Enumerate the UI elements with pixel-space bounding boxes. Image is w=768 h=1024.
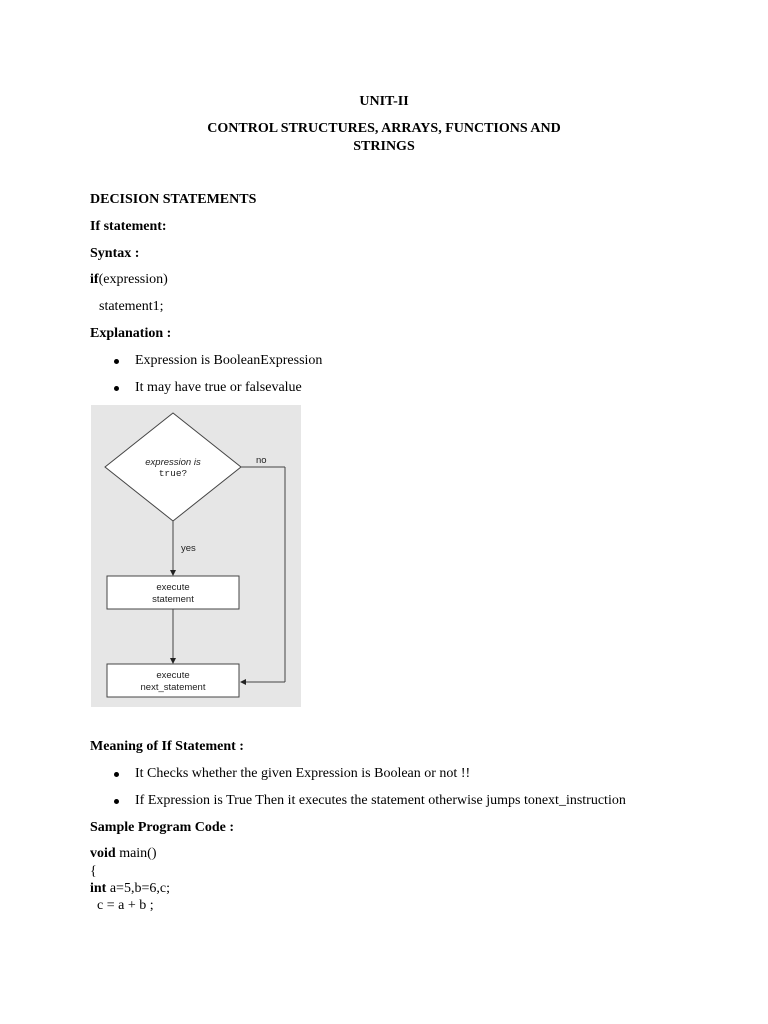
code-text: main() bbox=[115, 846, 157, 861]
box2-text-line1: execute bbox=[156, 670, 190, 681]
bullet-icon bbox=[114, 772, 119, 777]
syntax-line bbox=[90, 272, 168, 288]
code-line: { bbox=[90, 864, 97, 879]
meaning-label: Meaning of If Statement : bbox=[90, 739, 244, 754]
syntax-body: statement1; bbox=[99, 299, 164, 314]
syntax-keyword: if bbox=[90, 272, 99, 287]
code-line bbox=[90, 881, 170, 897]
meaning-item: It Checks whether the given Expression is Boolean or not !! bbox=[135, 766, 471, 781]
chapter-title-line1: CONTROL STRUCTURES, ARRAYS, FUNCTIONS AND bbox=[207, 121, 561, 136]
unit-title: UNIT-II bbox=[359, 94, 409, 109]
box2-text-line2: next_statement bbox=[140, 682, 206, 693]
yes-label: yes bbox=[181, 543, 196, 554]
syntax-label: Syntax : bbox=[90, 246, 140, 261]
decision-text-line2: true? bbox=[158, 468, 188, 479]
code-text: a=5,b=6,c; bbox=[106, 881, 170, 896]
decision-text-line1: expression is bbox=[145, 457, 201, 468]
code-line bbox=[90, 846, 157, 862]
box1-text-line1: execute bbox=[156, 582, 190, 593]
bullet-icon bbox=[114, 799, 119, 804]
code-keyword: int bbox=[90, 881, 107, 896]
explanation-label: Explanation : bbox=[90, 326, 172, 341]
syntax-expression: (expression) bbox=[98, 272, 168, 287]
sample-code-label: Sample Program Code : bbox=[90, 820, 234, 835]
no-label: no bbox=[256, 455, 267, 466]
code-keyword: void bbox=[90, 846, 116, 861]
flowchart-diagram bbox=[91, 405, 301, 707]
explanation-item: It may have true or falsevalue bbox=[135, 380, 302, 395]
bullet-icon bbox=[114, 359, 119, 364]
bullet-icon bbox=[114, 386, 119, 391]
explanation-item: Expression is BooleanExpression bbox=[135, 353, 323, 368]
section-heading: DECISION STATEMENTS bbox=[90, 192, 257, 207]
code-line: c = a + b ; bbox=[97, 898, 154, 913]
if-statement-heading: If statement: bbox=[90, 219, 167, 234]
box1-text-line2: statement bbox=[152, 594, 194, 605]
meaning-item: If Expression is True Then it executes the statement otherwise jumps tonext_instruction bbox=[135, 793, 626, 808]
chapter-title-line2: STRINGS bbox=[353, 139, 415, 154]
if-flowchart-figure bbox=[91, 405, 301, 707]
